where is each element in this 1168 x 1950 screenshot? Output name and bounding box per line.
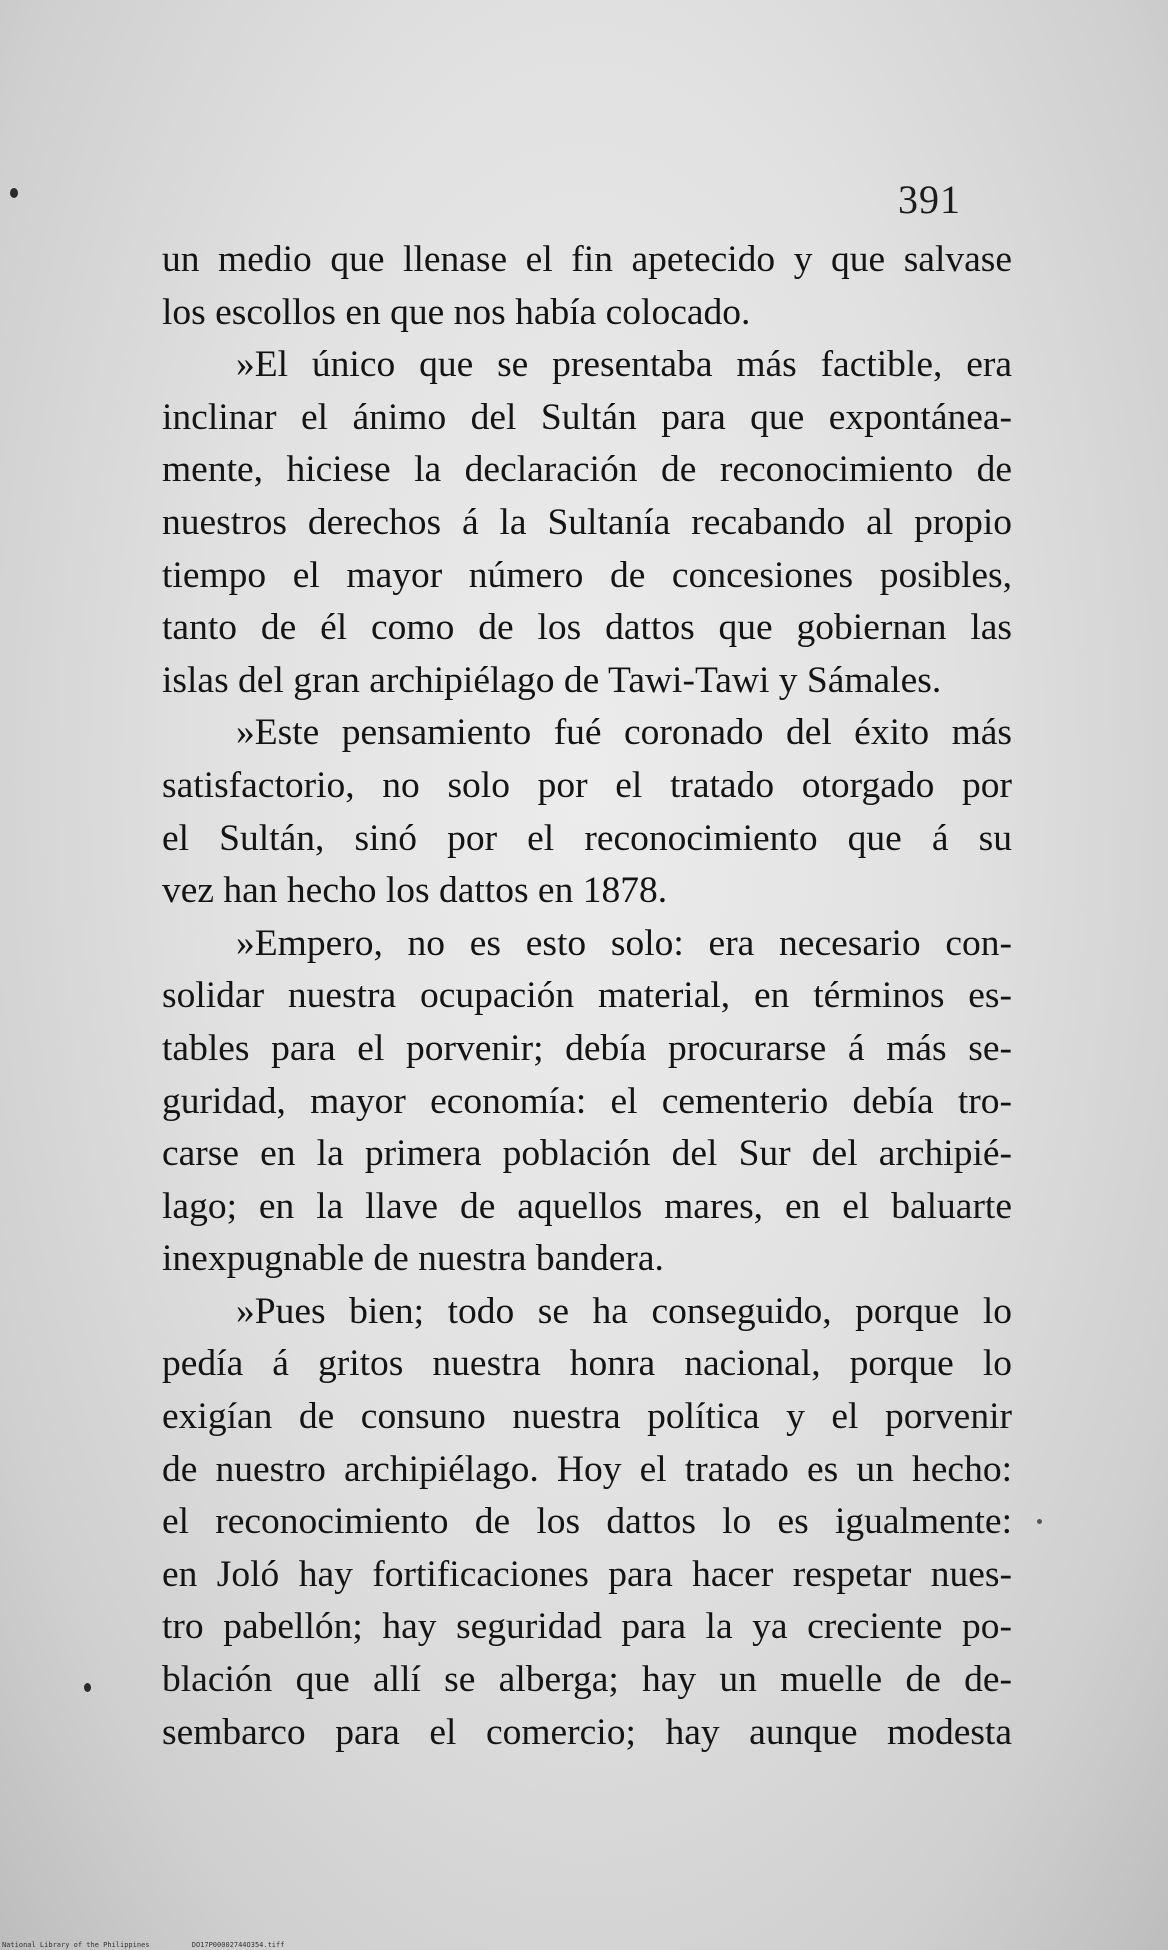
text-line: sembarco para el comercio; hay aunque modesta bbox=[162, 1711, 1012, 1753]
text-line: islas del gran archipiélago de Tawi-Tawi y Sámales. bbox=[162, 659, 942, 701]
library-credit: National Library of the Philippines bbox=[2, 1941, 150, 1949]
text-line: pedía á gritos nuestra honra nacional, porque lo bbox=[162, 1343, 1012, 1385]
text-line: »Este pensamiento fué coronado del éxito más bbox=[236, 712, 1012, 754]
text-line: exigían de consuno nuestra política y el porvenir bbox=[162, 1396, 1012, 1438]
text-line: »Pues bien; todo se ha conseguido, porque lo bbox=[236, 1290, 1012, 1332]
file-name: DO17P00002744O354.tiff bbox=[191, 1941, 285, 1949]
scan-speck bbox=[10, 188, 18, 198]
text-line: los escollos en que nos había colocado. bbox=[162, 291, 751, 333]
text-line: inexpugnable de nuestra bandera. bbox=[162, 1238, 664, 1280]
text-line: inclinar el ánimo del Sultán para que expontánea- bbox=[162, 396, 1012, 438]
text-line: guridad, mayor economía: el cementerio debía tro- bbox=[162, 1080, 1012, 1122]
page-number: 391 bbox=[898, 177, 961, 222]
scan-speck bbox=[1037, 1519, 1042, 1524]
scan-speck bbox=[84, 1683, 91, 1692]
text-line: vez han hecho los dattos en 1878. bbox=[162, 870, 668, 912]
text-line: tanto de él como de los dattos que gobiernan las bbox=[162, 607, 1012, 649]
text-line: nuestros derechos á la Sultanía recabando al propio bbox=[162, 501, 1012, 543]
text-line: en Joló hay fortificaciones para hacer respetar nues- bbox=[162, 1553, 1012, 1595]
text-line: solidar nuestra ocupación material, en términos es- bbox=[162, 975, 1012, 1017]
text-line: tables para el porvenir; debía procurarse á más se- bbox=[162, 1027, 1012, 1069]
text-line: un medio que llenase el fin apetecido y que salvase bbox=[162, 239, 1012, 280]
text-line: tiempo el mayor número de concesiones posibles, bbox=[162, 554, 1012, 596]
scan-footer-caption bbox=[2, 1941, 322, 1949]
text-line: tro pabellón; hay seguridad para la ya creciente po- bbox=[162, 1606, 1012, 1648]
text-line: el reconocimiento de los dattos lo es igualmente: bbox=[162, 1501, 1012, 1543]
text-line: mente, hiciese la declaración de reconocimiento de bbox=[162, 449, 1012, 491]
text-line: carse en la primera población del Sur del archipié- bbox=[162, 1133, 1012, 1175]
text-line: »Empero, no es esto solo: era necesario con- bbox=[236, 922, 1012, 964]
text-line: lago; en la llave de aquellos mares, en el baluarte bbox=[162, 1185, 1012, 1227]
body-text bbox=[162, 234, 1012, 1759]
text-line: blación que allí se alberga; hay un muelle de de- bbox=[162, 1659, 1012, 1701]
text-line: de nuestro archipiélago. Hoy el tratado es un hecho: bbox=[162, 1448, 1012, 1490]
text-line: satisfactorio, no solo por el tratado otorgado por bbox=[162, 764, 1012, 806]
text-line: el Sultán, sinó por el reconocimiento que á su bbox=[162, 817, 1012, 859]
text-line: »El único que se presentaba más factible, era bbox=[236, 344, 1012, 386]
